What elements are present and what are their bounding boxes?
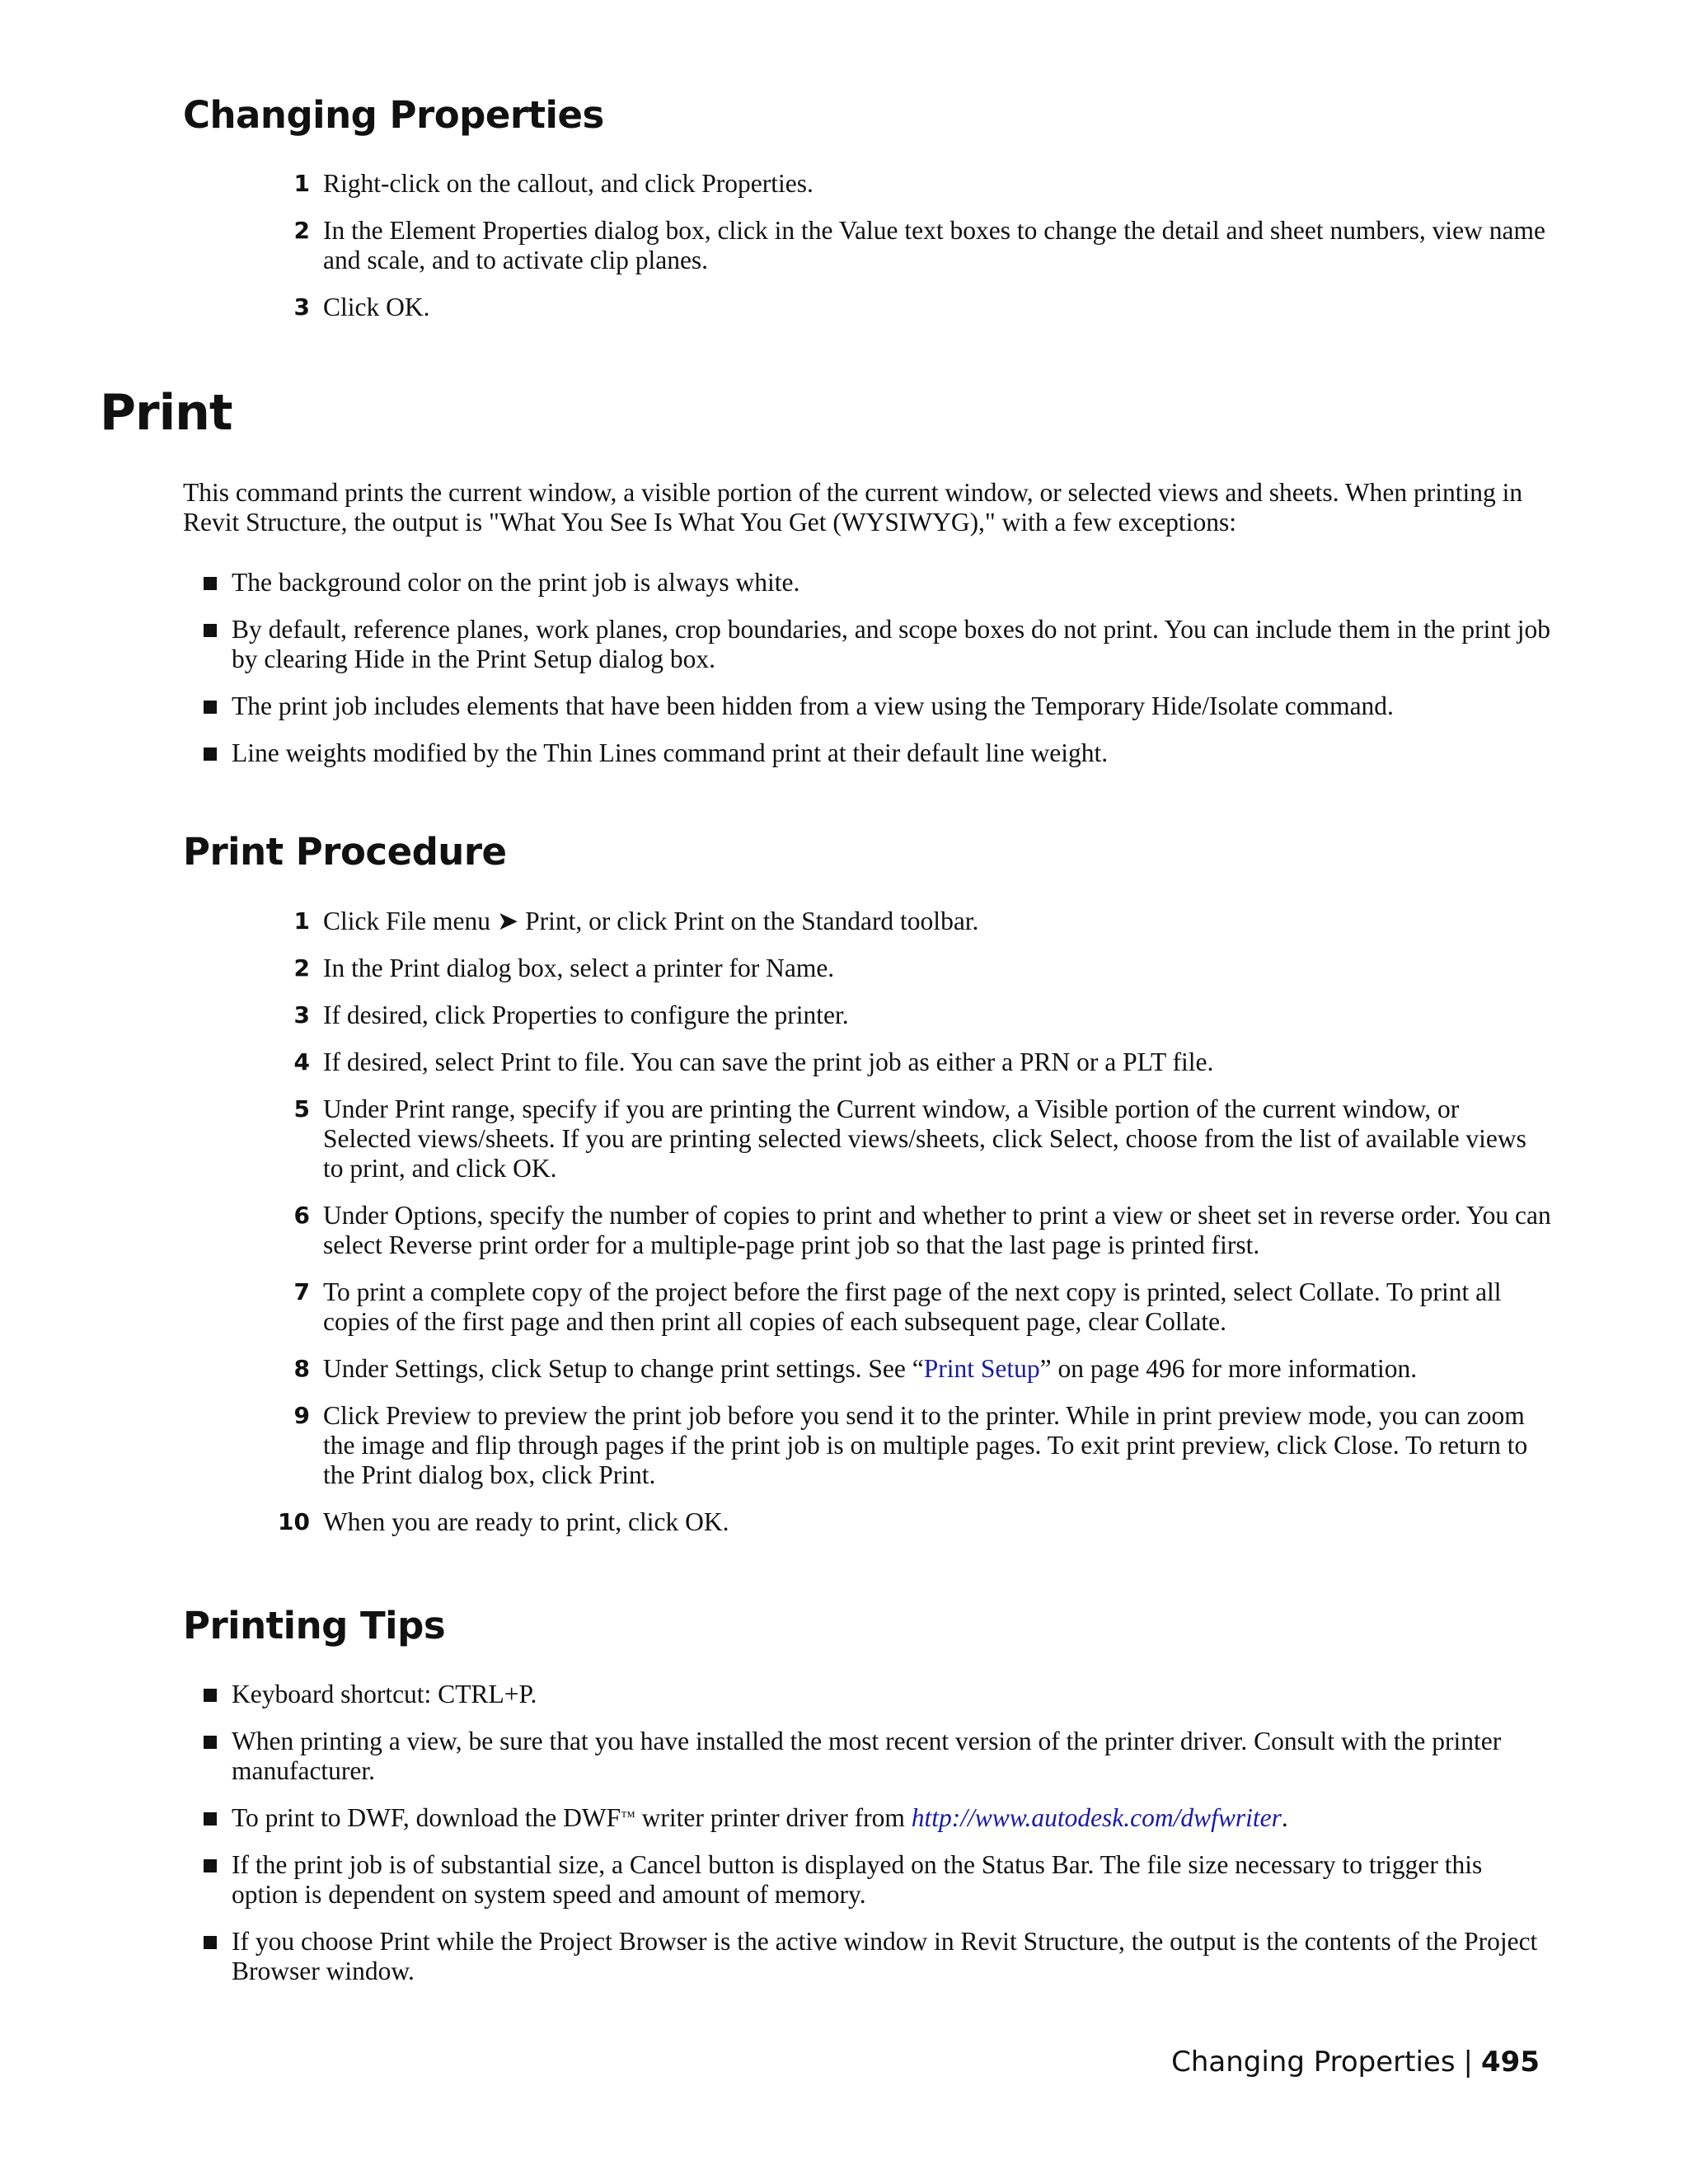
page-number: 495: [1481, 2046, 1540, 2079]
list-item: [293, 1094, 1551, 1183]
step-number: 3: [293, 1001, 310, 1029]
bullet-square-icon: [204, 577, 217, 590]
bullet-square-icon: [204, 624, 217, 637]
section-heading-printing-tips: Printing Tips: [183, 1604, 446, 1647]
step-number: 3: [293, 293, 310, 321]
list-item: [232, 1927, 1550, 1986]
bullet-square-icon: [204, 1736, 217, 1749]
bullet-square-icon: [204, 1812, 217, 1825]
step-number: 1: [293, 907, 310, 935]
bullet-text-post: .: [1281, 1803, 1288, 1832]
step-text-pre: Under Settings, click Setup to change print settings. See “: [323, 1354, 924, 1383]
step-text: Under Options, specify the number of copies to print and whether to print a view or sheet set in reverse order. You can select Reverse print order for a multiple-page print job so that the last page is printed first.: [323, 1201, 1551, 1259]
trademark-symbol: ™: [621, 1808, 635, 1825]
step-text: Right-click on the callout, and click Properties.: [323, 169, 814, 198]
step-text: Under Print range, specify if you are printing the Current window, a Visible portion of the current window, or Selected views/sheets. If you are printing selected views/sheets, click Select, choose from the list of available views to print, and click OK.: [323, 1094, 1526, 1183]
list-item: [232, 1727, 1550, 1786]
step-number: 10: [278, 1508, 310, 1535]
list-item: [293, 954, 1551, 983]
list-item: [293, 1277, 1551, 1337]
list-item: [293, 1354, 1551, 1384]
list-item: [293, 1201, 1551, 1260]
list-item: [232, 568, 1550, 598]
step-number: 2: [293, 954, 310, 982]
chapter-heading-print: Print: [100, 384, 232, 442]
step-number: 2: [293, 217, 310, 244]
bullet-text: If the print job is of substantial size, a Cancel button is displayed on the Status Bar. The file size necessary to trigger this option is dependent on system speed and amount of memory.: [232, 1850, 1483, 1909]
list-item: [232, 615, 1550, 674]
bullet-text: The background color on the print job is always white.: [232, 568, 800, 597]
list-item: [293, 169, 1551, 199]
bullet-square-icon: [204, 1689, 217, 1702]
section-heading-print-procedure: Print Procedure: [183, 830, 507, 874]
print-exceptions-list: [232, 568, 1550, 785]
bullet-text: [232, 1803, 1288, 1832]
step-number: 4: [293, 1048, 310, 1076]
changing-properties-steps: [293, 169, 1551, 340]
step-number: 1: [293, 170, 310, 197]
bullet-text: Line weights modified by the Thin Lines command print at their default line weight.: [232, 738, 1109, 767]
bullet-text: When printing a view, be sure that you have installed the most recent version of the printer driver. Consult with the printer manufacturer.: [232, 1727, 1502, 1785]
step-text: Click Preview to preview the print job before you send it to the printer. While in print preview mode, you can zoom the image and flip through pages if the print job is on multiple pages. To exit print preview, click Close. To return to the Print dialog box, click Print.: [323, 1401, 1528, 1489]
step-text: [323, 1354, 1417, 1383]
step-text: Click OK.: [323, 293, 430, 321]
print-setup-link[interactable]: Print Setup: [923, 1354, 1040, 1383]
list-item: [293, 1001, 1551, 1030]
bullet-square-icon: [204, 701, 217, 714]
step-text: In the Print dialog box, select a printer for Name.: [323, 954, 835, 982]
section-heading-changing-properties: Changing Properties: [183, 93, 604, 137]
bullet-text-mid: writer printer driver from: [635, 1803, 912, 1832]
page-footer: [1171, 2046, 1540, 2079]
list-item: [293, 293, 1551, 322]
bullet-text: Keyboard shortcut: CTRL+P.: [232, 1680, 537, 1708]
list-item: [293, 1401, 1551, 1490]
bullet-text: By default, reference planes, work planes, crop boundaries, and scope boxes do not print. You can include them in the print job by clearing Hide in the Print Setup dialog box.: [232, 615, 1550, 673]
step-text-post: ” on page 496 for more information.: [1039, 1354, 1418, 1383]
printing-tips-list: [232, 1680, 1550, 2004]
step-number: 6: [293, 1202, 310, 1229]
list-item: [293, 907, 1551, 936]
step-number: 9: [293, 1402, 310, 1429]
step-text: When you are ready to print, click OK.: [323, 1507, 729, 1536]
print-intro-paragraph: This command prints the current window, a visible portion of the current window, or selected views and sheets. When printing in Revit Structure, the output is "What You See Is What You Get (WYSIWYG)," with a few exceptions:: [183, 478, 1523, 537]
step-text: Click File menu ➤ Print, or click Print on the Standard toolbar.: [323, 907, 979, 935]
bullet-square-icon: [204, 1936, 217, 1949]
step-text: If desired, select Print to file. You can save the print job as either a PRN or a PLT file.: [323, 1047, 1214, 1076]
footer-separator: |: [1463, 2046, 1474, 2079]
list-item: [232, 1850, 1550, 1910]
bullet-text: If you choose Print while the Project Browser is the active window in Revit Structure, the output is the contents of the Project Browser window.: [232, 1927, 1538, 1985]
footer-section-title: Changing Properties: [1171, 2046, 1456, 2079]
print-procedure-steps: [278, 907, 1551, 1554]
bullet-text-pre: To print to DWF, download the DWF: [232, 1803, 621, 1832]
list-item: [293, 1047, 1551, 1077]
step-number: 5: [293, 1095, 310, 1122]
step-text: In the Element Properties dialog box, click in the Value text boxes to change the detail and sheet numbers, view name and scale, and to activate clip planes.: [323, 216, 1545, 274]
list-item: [232, 1680, 1550, 1709]
list-item: [232, 738, 1550, 768]
list-item: [232, 691, 1550, 721]
list-item: [293, 216, 1551, 275]
list-item: [232, 1803, 1550, 1833]
dwf-writer-link[interactable]: http://www.autodesk.com/dwfwriter: [911, 1803, 1282, 1832]
bullet-text: The print job includes elements that have been hidden from a view using the Temporary Hide/Isolate command.: [232, 691, 1394, 720]
bullet-square-icon: [204, 748, 217, 761]
step-number: 7: [293, 1278, 310, 1305]
step-text: To print a complete copy of the project before the first page of the next copy is printed, select Collate. To print all copies of the first page and then print all copies of each subsequent page, clear Collate.: [323, 1277, 1502, 1336]
step-number: 8: [293, 1355, 310, 1382]
step-text: If desired, click Properties to configure the printer.: [323, 1001, 849, 1029]
bullet-square-icon: [204, 1859, 217, 1872]
list-item: [278, 1507, 1551, 1537]
